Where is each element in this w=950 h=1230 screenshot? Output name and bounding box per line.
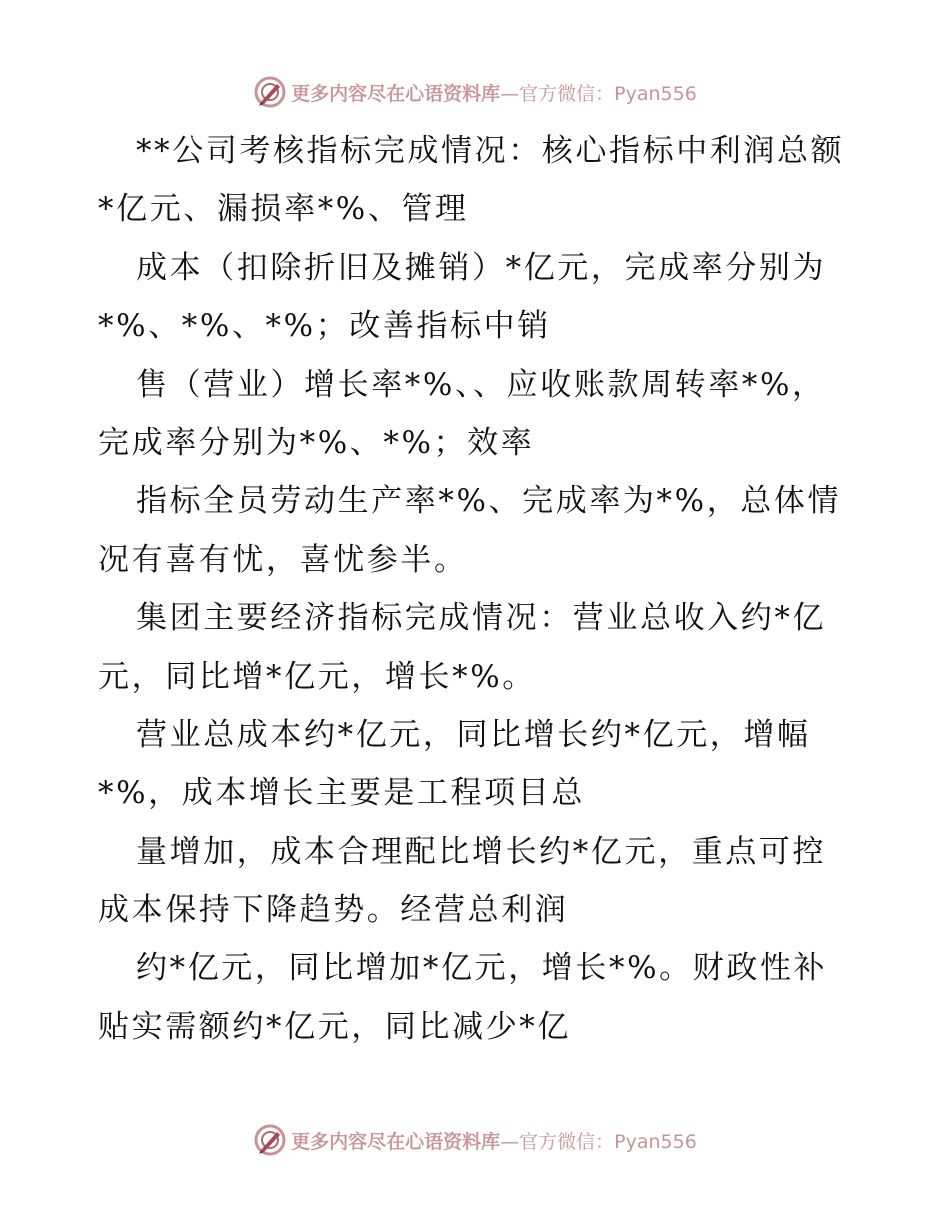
watermark-contact: —官方微信：Pyan556 — [500, 1130, 697, 1153]
text-line: 集团主要经济指标完成情况：营业总收入约*亿 — [136, 600, 827, 637]
text-line: *亿元、漏损率*%、管理 — [98, 191, 469, 228]
pen-nib-icon — [253, 75, 287, 109]
text-line: 营业总成本约*亿元，同比增长约*亿元，增幅 — [136, 716, 811, 753]
text-line: 成本（扣除折旧及摊销）*亿元，完成率分别为 — [136, 249, 827, 286]
text-line: *%，成本增长主要是工程项目总 — [98, 775, 585, 812]
watermark-text: 更多内容尽在心语资料库 — [291, 82, 501, 105]
pen-nib-icon — [253, 1123, 287, 1157]
text-line: 指标全员劳动生产率*%、完成率为*%，总体情 — [136, 483, 842, 520]
watermark-contact: —官方微信：Pyan556 — [500, 82, 697, 105]
watermark-text: 更多内容尽在心语资料库 — [291, 1130, 501, 1153]
text-line: 元，同比增*亿元，增长*%。 — [98, 658, 536, 695]
document-body — [98, 122, 858, 1056]
text-line: 完成率分别为*%、*%；效率 — [98, 424, 535, 461]
footer-watermark — [0, 1120, 950, 1160]
text-line: *%、*%、*%；改善指标中销 — [98, 308, 551, 345]
text-line: 约*亿元，同比增加*亿元，增长*%。财政性补 — [136, 950, 828, 987]
header-watermark — [0, 72, 950, 112]
text-line: 售（营业）增长率*%、、应收账款周转率*%， — [136, 366, 826, 403]
text-line: 量增加，成本合理配比增长约*亿元，重点可控 — [136, 833, 827, 870]
text-line: **公司考核指标完成情况：核心指标中利润总额 — [136, 133, 845, 169]
text-line: 况有喜有忧，喜忧参半。 — [98, 541, 468, 578]
text-line: 贴实需额约*亿元，同比减少*亿 — [98, 1008, 571, 1045]
text-line: 成本保持下降趋势。经营总利润 — [98, 892, 569, 929]
